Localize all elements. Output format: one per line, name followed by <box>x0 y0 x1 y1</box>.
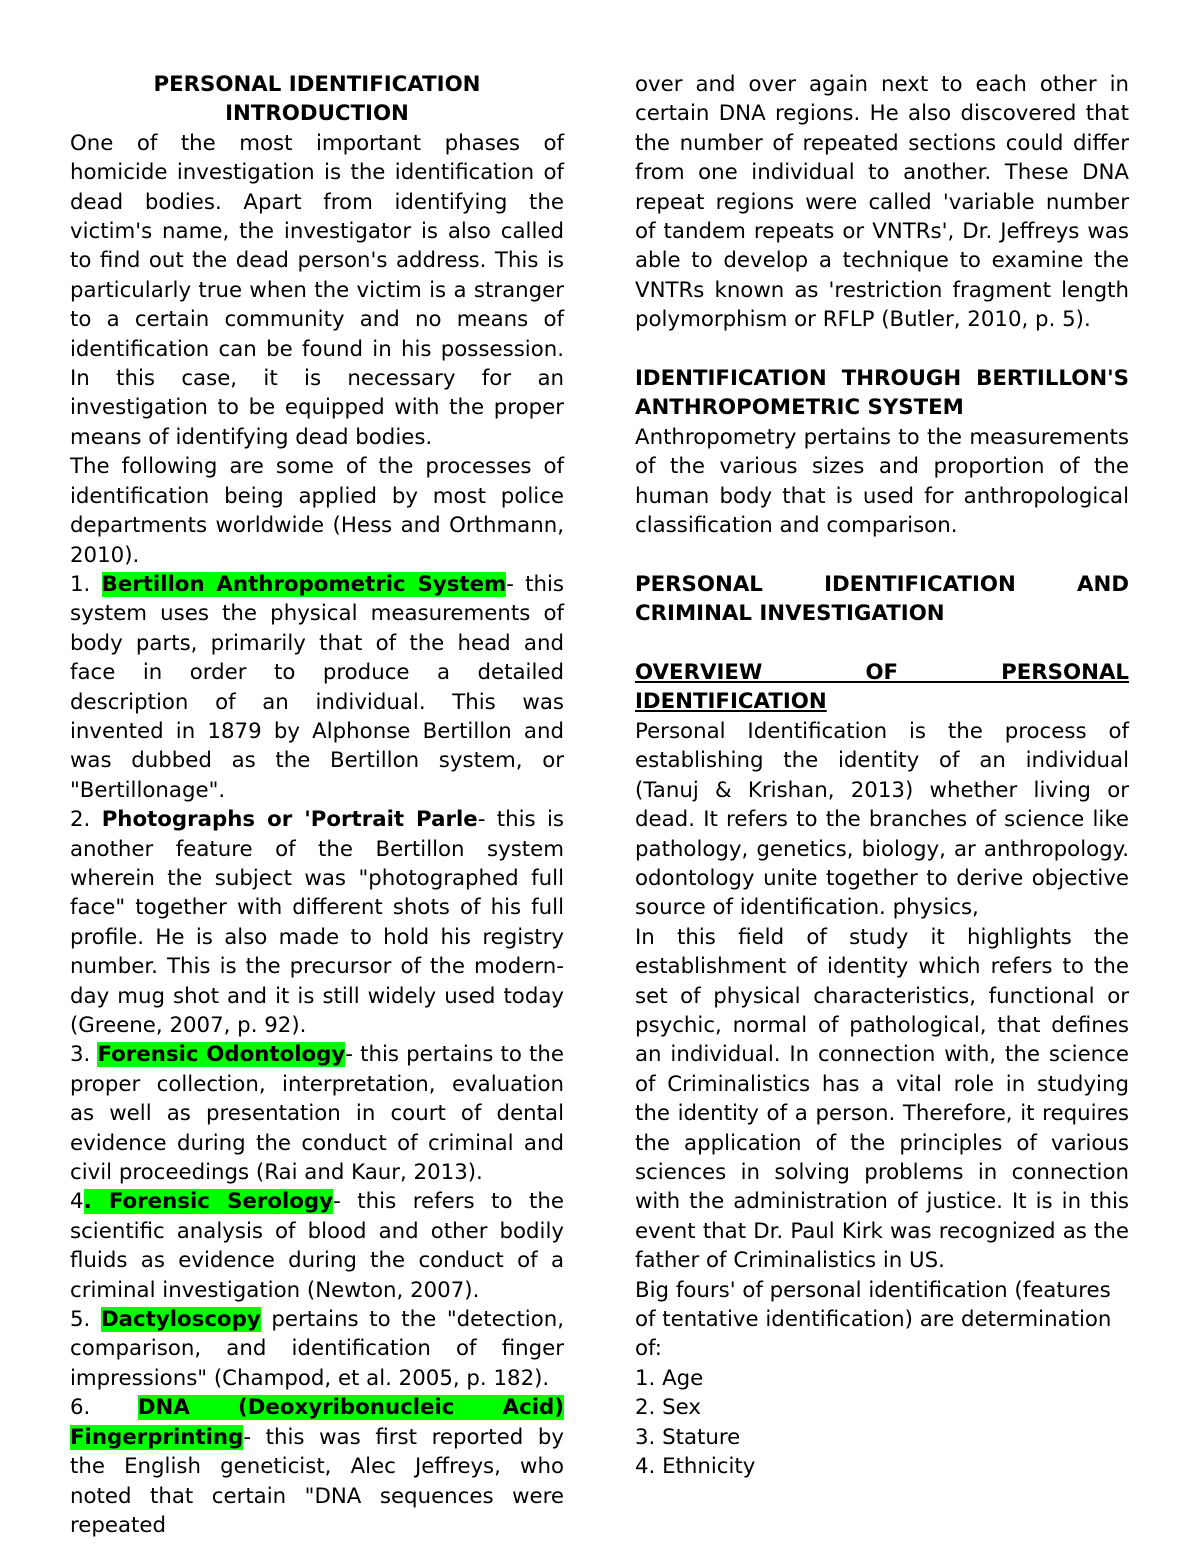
overview-paragraph-2: In this field of study it highlights the establishment of identity which refers to the set of physical characteristics, functional or psychic, normal of pathological, that defines an individual. In connection with, the science of Criminalistics has a vital role in studying the identity of a person. Therefore, it requires the application of the principles of various sciences in solving problems in connection with the administration of justice. It is in this event that Dr. Paul Kirk was recognized as the father of Criminalistics in US. <box>635 924 1129 1274</box>
list-item-age: 1. Age <box>635 1365 704 1391</box>
item-description: pertains to the "detection, comparison, and identification of finger impressions" (Champod, et al. 2005, p. 182). <box>70 1307 565 1391</box>
item-description: - this is another feature of the Bertillon system wherein the subject was "photographed full face" together with different shots of his full profile. He is also made to hold his registry number. This is the precursor of the modern-day mug shot and it is still widely used today (Greene, 2007, p. 92). <box>70 807 564 1038</box>
intro-paragraph: One of the most important phases of homicide investigation is the identification of dead bodies. Apart from identifying the victim's name, the investigator is also called to find out the dead person's address. This is particularly true when the victim is a stranger to a certain community and no means of identification can be found in his possession. In this case, it is necessary for an investigation to be equipped with the proper means of identifying dead bodies. <box>70 130 564 450</box>
right-column <box>635 70 1129 1481</box>
highlighted-term: Bertillon Anthropometric System <box>101 571 507 597</box>
item-number: 2. <box>70 807 102 833</box>
document-title: PERSONAL IDENTIFICATION <box>153 72 481 97</box>
item-description: - this system uses the physical measurements of body parts, primarily that of the head and face in order to produce a detailed description of an individual. This was invented in 1879 by Alphonse Bertillon and was dubbed as the Bertillon system, or "Bertillonage". <box>70 571 564 803</box>
spacer <box>635 629 1129 658</box>
list-item-dactyloscopy <box>70 1305 564 1393</box>
list-item-stature: 3. Stature <box>635 1424 741 1450</box>
bertillon-section-heading: IDENTIFICATION THROUGH BERTILLON'S ANTHROPOMETRIC SYSTEM <box>635 366 1129 421</box>
big-fours-paragraph: Big fours' of personal identification (features of tentative identification) are determination of: <box>635 1277 1112 1362</box>
list-item-bertillon <box>70 570 564 805</box>
highlighted-term: DNA (Deoxyribonucleic Acid) Fingerprinting <box>70 1395 564 1450</box>
dna-continuation-paragraph: over and over again next to each other in certain DNA regions. He also discovered that the number of repeated sections could differ from one individual to another. These DNA repeat regions were called 'variable number of tandem repeats or VNTRs', Dr. Jeffreys was able to develop a technique to examine the VNTRs known as 'restriction fragment length polymorphism or RFLP (Butler, 2010, p. 5). <box>635 72 1129 333</box>
highlighted-term: Forensic Odontology <box>97 1042 346 1068</box>
pi-ci-heading: PERSONAL IDENTIFICATION AND CRIMINAL INVESTIGATION <box>635 571 1129 627</box>
spacer <box>635 335 1129 364</box>
anthropometry-paragraph: Anthropometry pertains to the measurements of the various sizes and proportion of the human body that is used for anthropological classification and comparison. <box>635 424 1129 539</box>
item-number: 4 <box>70 1189 84 1215</box>
list-item-dna <box>70 1393 564 1540</box>
spacer <box>635 540 1129 569</box>
item-number: 3. <box>70 1042 98 1068</box>
introduction-heading: INTRODUCTION <box>225 101 409 127</box>
overview-paragraph-1: Personal Identification is the process of establishing the identity of an individual (Tanuj & Krishan, 2013) whether living or dead. It refers to the branches of science like pathology, genetics, biology, ar anthropology. odontology unite together to derive objective source of identification. physics, <box>635 718 1129 921</box>
list-item-ethnicity: 4. Ethnicity <box>635 1454 756 1480</box>
bold-term: Photographs or 'Portrait Parle <box>101 807 478 833</box>
overview-heading: OVERVIEW OF PERSONAL IDENTIFICATION <box>635 660 1129 715</box>
highlighted-term: . Forensic Serology <box>83 1189 334 1215</box>
item-description: - this refers to the scientific analysis of blood and other bodily fluids as evidence during the conduct of a criminal investigation (Newton, 2007). <box>70 1189 565 1303</box>
list-item-sex: 2. Sex <box>635 1395 701 1421</box>
list-item-serology <box>70 1187 564 1305</box>
list-item-photographs <box>70 805 564 1040</box>
list-item-odontology <box>70 1040 564 1187</box>
item-description: - this pertains to the proper collection, interpretation, evaluation as well as presentation in court of dental evidence during the conduct of criminal and civil proceedings (Rai and Kaur, 2013). <box>70 1042 565 1186</box>
processes-paragraph: The following are some of the processes of identification being applied by most police departments worldwide (Hess and Orthmann, 2010). <box>70 454 564 568</box>
item-number: 5. <box>70 1307 101 1333</box>
left-column <box>70 70 564 1540</box>
item-description: - this was first reported by the English geneticist, Alec Jeffreys, who noted that certain "DNA sequences were repeated <box>70 1424 564 1538</box>
item-number: 1. <box>70 571 102 597</box>
highlighted-term: Dactyloscopy <box>100 1307 261 1333</box>
item-number: 6. <box>70 1395 138 1421</box>
